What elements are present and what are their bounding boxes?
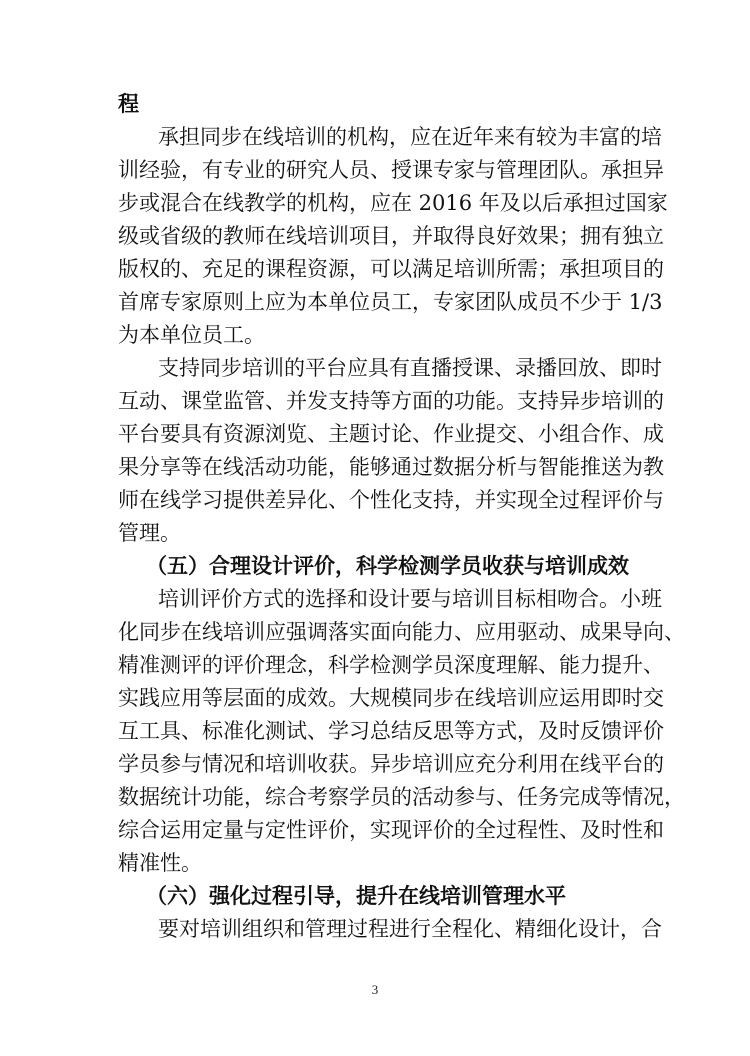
text-line: 精准测评的评价理念，科学检测学员深度理解、能力提升、 [118, 653, 664, 677]
section-heading: （六）强化过程引导，提升在线培训管理水平 [146, 884, 566, 908]
text-line: 精准性。 [118, 851, 202, 875]
text-line: 首席专家原则上应为本单位员工，专家团队成员不少于 1/3 [118, 290, 663, 314]
text-line: 要对培训组织和管理过程进行全程化、精细化设计，合 [158, 917, 662, 941]
text-line: 综合运用定量与定性评价，实现评价的全过程性、及时性和 [118, 818, 664, 842]
text-line: 承担同步在线培训的机构，应在近年来有较为丰富的培 [158, 125, 662, 149]
section-heading: （五）合理设计评价，科学检测学员收获与培训成效 [146, 554, 629, 578]
text-line: 训经验，有专业的研究人员、授课专家与管理团队。承担异 [118, 158, 664, 182]
text-line: 师在线学习提供差异化、个性化支持，并实现全过程评价与 [118, 488, 664, 512]
page-number: 3 [371, 982, 379, 997]
text-line: 果分享等在线活动功能，能够通过数据分析与智能推送为教 [118, 455, 664, 479]
text-line: 培训评价方式的选择和设计要与培训目标相吻合。小班 [158, 587, 662, 611]
text-line: 平台要具有资源浏览、主题讨论、作业提交、小组合作、成 [118, 422, 664, 446]
text-line: 学员参与情况和培训收获。异步培训应充分利用在线平台的 [118, 752, 664, 776]
text-line: 管理。 [118, 521, 181, 545]
text-line: 程 [118, 92, 139, 116]
text-line: 互动、课堂监管、并发支持等方面的功能。支持异步培训的 [118, 389, 664, 413]
text-line: 实践应用等层面的成效。大规模同步在线培训应运用即时交 [118, 686, 664, 710]
text-line: 支持同步培训的平台应具有直播授课、录播回放、即时 [158, 356, 662, 380]
text-line: 互工具、标准化测试、学习总结反思等方式，及时反馈评价 [118, 719, 664, 743]
text-line: 化同步在线培训应强调落实面向能力、应用驱动、成果导向、 [118, 620, 685, 644]
text-line: 为本单位员工。 [118, 323, 265, 347]
text-line: 级或省级的教师在线培训项目，并取得良好效果；拥有独立 [118, 224, 664, 248]
text-line: 步或混合在线教学的机构，应在 2016 年及以后承担过国家 [118, 191, 668, 215]
text-line: 数据统计功能，综合考察学员的活动参与、任务完成等情况， [118, 785, 685, 809]
text-line: 版权的、充足的课程资源，可以满足培训所需；承担项目的 [118, 257, 664, 281]
